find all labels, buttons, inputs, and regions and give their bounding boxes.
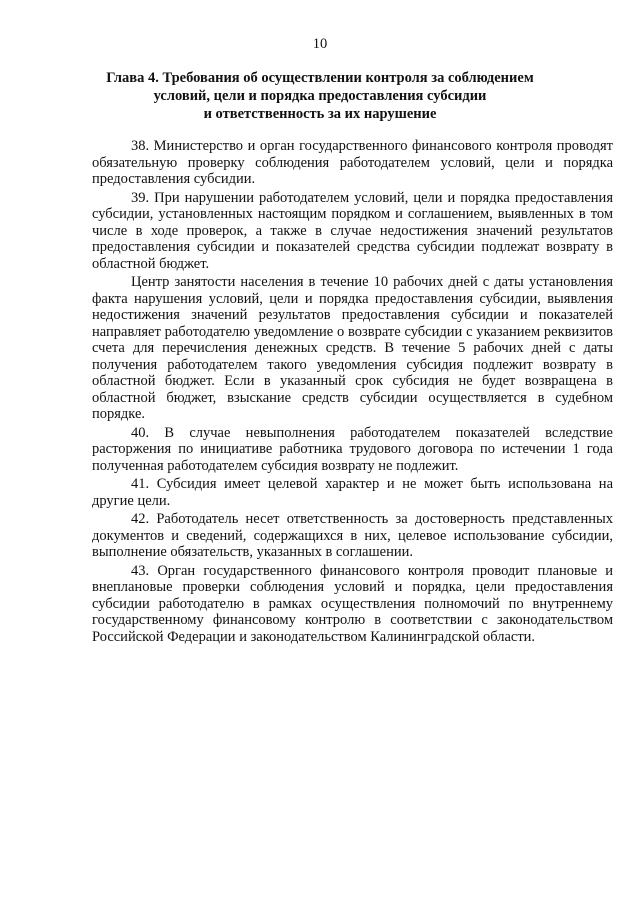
- page-number: 10: [312, 36, 328, 52]
- paragraph-43: 43. Орган государственного финансового контроля проводит плановые и внеплановые проверки соблюдения условий и порядка, цели предоставления субсидии работодателю в рамках осуществления полномочий по внутреннему государственному финансовому контролю в соответствии с законодательством Российской Федерации и законодательством Калининградской области.: [92, 562, 613, 645]
- paragraph-42: 42. Работодатель несет ответственность за достоверность представленных документов и сведений, содержащихся в них, целевое использование субсидии, выполнение обязательств, указанных в соглашении.: [92, 511, 613, 560]
- chapter-heading-line-3: и ответственность за их нарушение: [203, 106, 437, 122]
- chapter-heading-line-2: условий, цели и порядка предоставления субсидии: [153, 88, 487, 104]
- paragraph-38: 38. Министерство и орган государственного финансового контроля проводят обязательную проверку соблюдения работодателем условий, цели и порядка предоставления субсидии.: [92, 138, 613, 187]
- paragraph-41: 41. Субсидия имеет целевой характер и не может быть использована на другие цели.: [92, 476, 613, 509]
- paragraph-39-continued: Центр занятости населения в течение 10 рабочих дней с даты установления факта нарушения условий, цели и порядка предоставления субсидии, выявления недостижения значений результатов предоставления субсидии и показателей направляет работодателю уведомление о возврате субсидии с указанием реквизитов счета для перечисления денежных средств. В течение 5 рабочих дней с даты получения работодателем такого уведомления субсидия подлежит возврату в областной бюджет. Если в указанный срок субсидия не будет возвращена в областной бюджет, взыскание средств субсидии осуществляется в судебном порядке.: [92, 274, 613, 422]
- chapter-heading: [60, 69, 580, 123]
- chapter-heading-line-1: Глава 4. Требования об осуществлении контроля за соблюдением: [106, 70, 534, 86]
- paragraph-39: 39. При нарушении работодателем условий, цели и порядка предоставления субсидии, установленных настоящим порядком и соглашением, выявленных в том числе в ходе проверок, а также в случае недостижения значений результатов предоставления субсидии и показателей средства субсидии подлежат возврату в областной бюджет.: [92, 189, 613, 272]
- document-body: [92, 138, 613, 645]
- paragraph-40: 40. В случае невыполнения работодателем показателей вследствие расторжения по инициативе работника трудового договора по истечении 1 года полученная работодателем субсидия возврату не подлежит.: [92, 424, 613, 474]
